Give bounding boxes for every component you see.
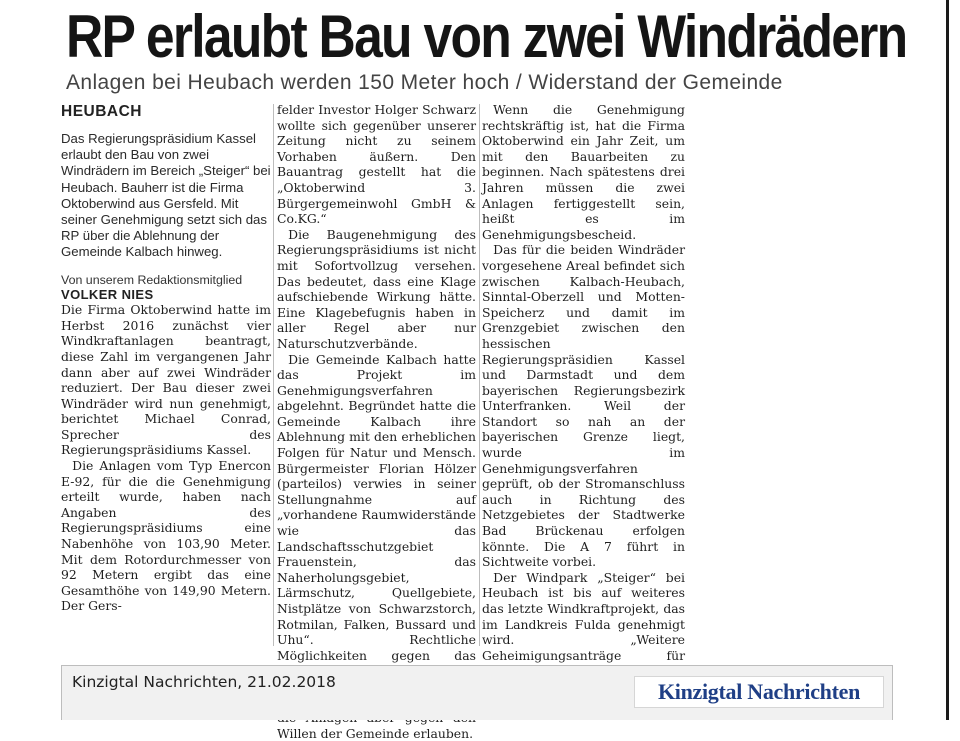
column-divider bbox=[273, 104, 274, 646]
source-caption: Kinzigtal Nachrichten, 21.02.2018 bbox=[72, 672, 336, 692]
body-paragraph: Die Gemeinde Kalbach hatte das Projekt im Genehmigungsverfahren abgelehnt. Begründet hatte die Gemeinde Kalbach ihre Ablehnung mit den erheblichen Folgen für Natur und Mensch. Bürgermeister Florian Hölzer (parteilos) verwies in seiner Stellungnahme auf „vorhandene Raumwiderstände wie das Landschaftsschutzgebiet Frauenstein, das Naherholungsgebiet, Lärmschutz, Quellgebiete, Nistplätze von Schwarzstorch, Rotmilan, Falken, Bussard und Uhu“. Rechtliche Möglichkeiten gegen das Willen der Gemeinde erlauben. bbox=[277, 352, 476, 741]
body-paragraph: felder Investor Holger Schwarz wollte sich gegenüber unserer Zeitung nicht zu seinem Vorhaben äußern. Den Bauantrag gestellt hat die „Oktoberwind 3. Bürgergemeinwohl GmbH & Co.KG.“ bbox=[277, 102, 476, 227]
article-intro: Das Regierungspräsidium Kassel erlaubt den Bau von zwei Windrädern im Bereich „Steiger“ bei Heubach. Bauherr ist die Firma Oktoberwind aus Gersfeld. Mit seiner Genehmigung setzt sich das RP über die Ablehnung der Gemeinde Kalbach hinweg. bbox=[61, 131, 271, 261]
body-paragraph: Die Baugenehmigung des Regierungspräsidiums ist nicht mit Sofortvollzug versehen. Das bedeutet, dass eine Klage aufschiebende Wirkung hätte. Eine Klagebefugnis haben in aller Regel aber nur Naturschutzverbände. bbox=[277, 227, 476, 352]
article-headline: RP erlaubt Bau von zwei Windrädern bbox=[66, 2, 806, 72]
page-edge-rule bbox=[946, 0, 949, 720]
article-column-2 bbox=[277, 102, 476, 741]
article-subheadline: Anlagen bei Heubach werden 150 Meter hoch / Widerstand der Gemeinde bbox=[66, 70, 783, 96]
newspaper-logo: Kinzigtal Nachrichten bbox=[634, 676, 884, 708]
article-column-1 bbox=[61, 102, 271, 614]
byline-author: VOLKER NIES bbox=[61, 287, 271, 302]
body-paragraph: Die Firma Oktoberwind hatte im Herbst 2016 zunächst vier Windkraftanlagen beantragt, diese Zahl im vergangenen Jahr dann aber auf zwei Windräder reduziert. Der Bau dieser zwei Windräder wird nun genehmigt, berichtet Michael Conrad, Sprecher des Regierungspräsidiums Kassel. bbox=[61, 302, 271, 458]
column-divider bbox=[479, 104, 480, 646]
body-paragraph: Der Windpark „Steiger“ bei Heubach ist bis auf weiteres das letzte Windkraftprojekt, das im Landkreis Fulda genehmigt wird. „Weitere Geheimigungsanträge für bbox=[482, 570, 685, 710]
body-paragraph: Das für die beiden Windräder vorgesehene Areal befindet sich zwischen Kalbach-Heubach, Sinntal-Oberzell und Motten-Speicherz und damit im Grenzgebiet zwischen den hessischen Regierungspräsidien Kassel und Darmstadt und dem bayerischen Regierungsbezirk Unterfranken. Weil der Standort so nah an der bayerischen Grenze liegt, wurde im Genehmigungsverfahren geprüft, ob der Stromanschluss auch in Richtung des Netzgebietes der Stadtwerke Bad Brückenau erfolgen könnte. Die A 7 führt in Sichtweite vorbei. bbox=[482, 242, 685, 569]
article-column-3 bbox=[482, 102, 685, 710]
source-footer bbox=[61, 665, 893, 720]
body-paragraph: Wenn die Genehmigung rechtskräftig ist, hat die Firma Oktoberwind ein Jahr Zeit, um mit den Bauarbeiten zu beginnen. Nach spätestens drei Jahren müssen die zwei Anlagen fertiggestellt sein, heißt es im Genehmigungsbescheid. bbox=[482, 102, 685, 242]
body-paragraph: Die Anlagen vom Typ Enercon E-92, für die die Genehmigung erteilt wurde, haben nach Angaben des Regierungspräsidiums eine Nabenhöhe von 103,90 Meter. Mit dem Rotordurchmesser von 92 Metern ergibt das eine Gesamthöhe von 149,90 Metern. Der Gers- bbox=[61, 458, 271, 614]
byline-prefix: Von unserem Redaktionsmitglied bbox=[61, 273, 271, 288]
dateline: HEUBACH bbox=[61, 102, 271, 122]
